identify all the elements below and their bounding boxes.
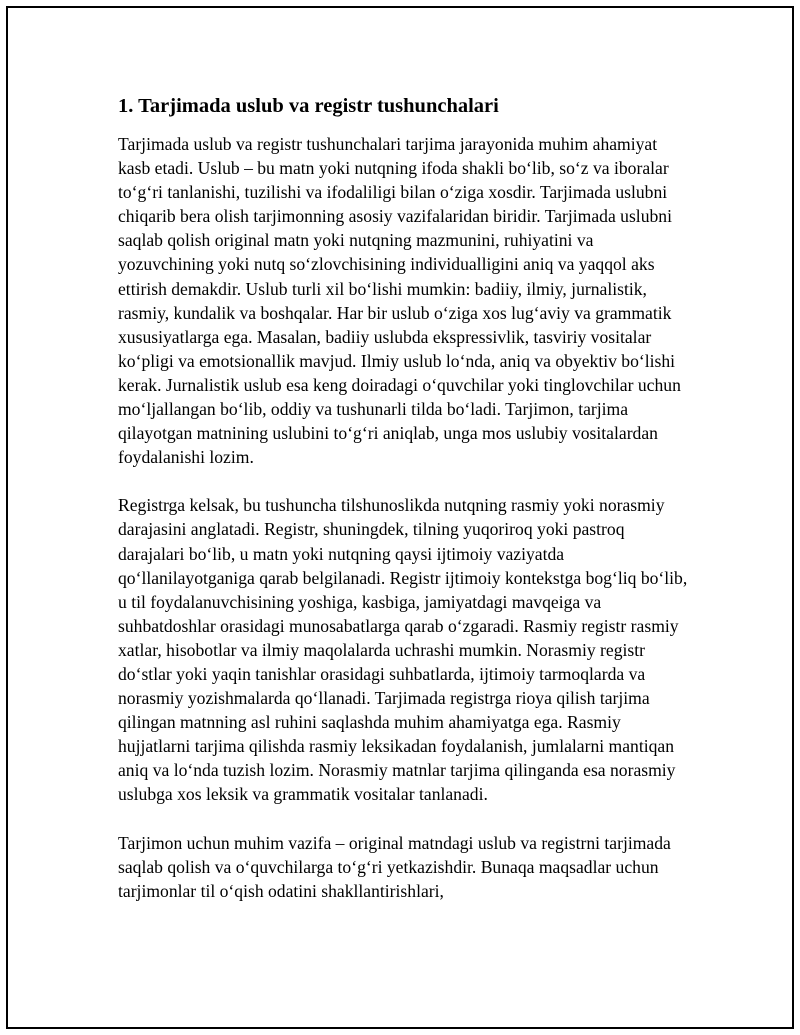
paragraph-tarjimon-vazifa: Tarjimon uchun muhim vazifa – original matndagi uslub va registrni tarjimada saqlab qolish va o‘quvchilarga to‘g‘ri yetkazishdir. Bunaqa maqsadlar uchun tarjimonlar til o‘qish odatini shakllantirishlari, (118, 832, 671, 901)
paragraph-registr: Registrga kelsak, bu tushuncha tilshunoslikda nutqning rasmiy yoki norasmiy darajasini anglatadi. Registr, shuningdek, tilning yuqoriroq yoki pastroq darajalari bo‘lib, u matn yoki nutqning qaysi ijtimoiy vaziyatda qo‘llanilayotganiga qarab belgilanadi. Registr ijtimoiy kontekstga bog‘liq bo‘lib, u til foydalanuvchisining yoshiga, kasbiga, jamiyatdagi mavqeiga va suhbatdoshlar orasidagi munosabatlarga qarab o‘zgaradi. Rasmiy registr rasmiy xatlar, hisobotlar va ilmiy maqolalarda uchrashi mumkin. Norasmiy registr do‘stlar yoki yaqin tanishlar orasidagi suhbatlarda, ijtimoiy tarmoqlarda va norasmiy yozishmalarda qo‘llanadi. Tarjimada registrga rioya qilish tarjima qilingan matnning asl ruhini saqlashda muhim ahamiyatga ega. Rasmiy hujjatlarni tarjima qilishda rasmiy leksikadan foydalanish, jumlalarni mantiqan aniq va lo‘nda tuzish lozim. Norasmiy matnlar tarjima qilinganda esa norasmiy uslubga xos leksik va grammatik vositalar tanlanadi. (118, 495, 688, 805)
document-body (118, 92, 688, 927)
paragraph-uslub: Tarjimada uslub va registr tushunchalari tarjima jarayonida muhim ahamiyat kasb etadi. Uslub – bu matn yoki nutqning ifoda shakli bo‘lib, so‘z va iboralar to‘g‘ri tanlanishi, tuzilishi va ifodaliligi bilan o‘ziga xosdir. Tarjimada uslubni chiqarib bera olish tarjimonning asosiy vazifalaridan biridir. Tarjimada uslubni saqlab qolish original matn yoki nutqning mazmunini, ruhiyatini va yozuvchining yoki nutq so‘zlovchisining individualligini aniq va yaqqol aks ettirish demakdir. Uslub turli xil bo‘lishi mumkin: badiiy, ilmiy, jurnalistik, rasmiy, kundalik va boshqalar. Har bir uslub o‘ziga xos lug‘aviy va grammatik xususiyatlarga ega. Masalan, badiiy uslubda ekspressivlik, tasviriy vositalar ko‘pligi va emotsionallik mavjud. Ilmiy uslub lo‘nda, aniq va obyektiv bo‘lishi kerak. Jurnalistik uslub esa keng doiradagi o‘quvchilar yoki tinglovchilar uchun mo‘ljallangan bo‘lib, oddiy va tushunarli tilda bo‘ladi. Tarjimon, tarjima qilayotgan matnining uslubini to‘g‘ri aniqlab, unga mos uslubiy vositalardan foydalanishi lozim. (118, 134, 681, 468)
section-heading: 1. Tarjimada uslub va registr tushunchalari (118, 95, 499, 117)
